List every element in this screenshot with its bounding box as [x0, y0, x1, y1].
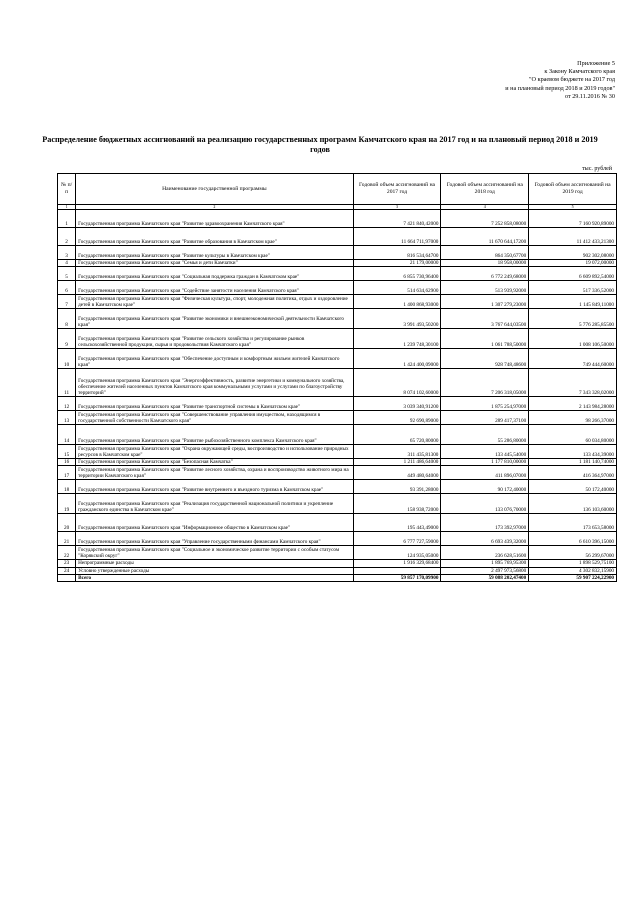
- value-2017: 124 935,05000: [353, 546, 441, 560]
- program-name: Государственная программа Камчатского края "Развитие рыбохозяйственного комплекса Камчатского края": [76, 425, 353, 445]
- table-row: [58, 425, 617, 445]
- program-name: Государственная программа Камчатского края "Развитие образования в Камчатском крае": [76, 228, 353, 246]
- value-2017: 3 991 493,50200: [353, 309, 441, 329]
- units-label: тыс. рублей: [582, 166, 612, 172]
- value-2019: 7 160 920,89000: [529, 210, 617, 228]
- row-number: 10: [58, 349, 76, 369]
- header-2017: Годовой объем ассигнований на 2017 год: [353, 174, 441, 205]
- row-number: 20: [58, 514, 76, 532]
- value-2018: 864 350,67700: [441, 246, 529, 260]
- value-2017: 1 424 400,09000: [353, 349, 441, 369]
- table-row: [58, 309, 617, 329]
- row-number: 2: [58, 228, 76, 246]
- value-2017: 514 634,62900: [353, 281, 441, 295]
- row-number: 24: [58, 567, 76, 574]
- column-index: 2: [76, 205, 353, 210]
- value-2018: 1 061 788,50000: [441, 329, 529, 349]
- value-2018: 1 875 254,97000: [441, 397, 529, 411]
- row-number: 21: [58, 532, 76, 546]
- table-row: [58, 329, 617, 349]
- value-2018: 928 748,48600: [441, 349, 529, 369]
- value-2017: 311 435,81300: [353, 445, 441, 459]
- value-2017: 6 777 727,59000: [353, 532, 441, 546]
- document-title: Распределение бюджетных ассигнований на реализацию государственных программ Камчатского края на 2017 год и на плановый период 2018 и 2019 годов: [42, 135, 598, 154]
- value-2018: 7 206 318,05000: [441, 369, 529, 397]
- value-2019: 60 034,80000: [529, 425, 617, 445]
- value-2017: 65 720,80000: [353, 425, 441, 445]
- header-2019: Годовой объем ассигнований на 2019 год: [529, 174, 617, 205]
- appendix-block: [415, 60, 615, 101]
- total-2017: 59 857 170,09900: [353, 574, 441, 581]
- program-name: Условно утвержденные расходы: [76, 567, 353, 574]
- row-number: 7: [58, 295, 76, 309]
- row-number: 15: [58, 445, 76, 459]
- value-2018: 1 307 279,23000: [441, 295, 529, 309]
- total-2018: 59 088 202,47400: [441, 574, 529, 581]
- appendix-line: Приложение 5: [577, 60, 615, 67]
- value-2017: 8 074 102,60000: [353, 369, 441, 397]
- column-index: 3: [353, 205, 441, 210]
- value-2017: 816 534,64700: [353, 246, 441, 260]
- row-number: 1: [58, 210, 76, 228]
- value-2019: 98 266,37000: [529, 411, 617, 425]
- program-name: Государственная программа Камчатского края "Социальная поддержка граждан в Камчатском крае": [76, 267, 353, 281]
- value-2019: 50 172,40000: [529, 480, 617, 494]
- column-index: 4: [441, 205, 529, 210]
- table-row: [58, 260, 617, 267]
- value-2018: 6 772 249,68000: [441, 267, 529, 281]
- value-2019: 749 444,60000: [529, 349, 617, 369]
- table-row: [58, 246, 617, 260]
- row-number: 17: [58, 466, 76, 480]
- program-name: Государственная программа Камчатского края "Информационное общество в Камчатском крае": [76, 514, 353, 532]
- value-2018: 3 767 644,03500: [441, 309, 529, 329]
- value-2018: 1 895 769,95300: [441, 560, 529, 567]
- program-name: Государственная программа Камчатского края "Развитие транспортной системы в Камчатском крае": [76, 397, 353, 411]
- program-name: Непрограммные расходы: [76, 560, 353, 567]
- row-number: 19: [58, 494, 76, 514]
- value-2017: 158 938,72000: [353, 494, 441, 514]
- value-2019: 6 610 396,15000: [529, 532, 617, 546]
- program-name: Государственная программа Камчатского края "Развитие здравоохранения Камчатского края": [76, 210, 353, 228]
- table-row: [58, 228, 617, 246]
- row-number: 13: [58, 411, 76, 425]
- total-num: [58, 574, 76, 581]
- table-row: [58, 560, 617, 567]
- value-2019: 4 302 832,15900: [529, 567, 617, 574]
- table-row: [58, 397, 617, 411]
- row-number: 8: [58, 309, 76, 329]
- value-2019: 1 181 140,74000: [529, 459, 617, 466]
- value-2018: 7 252 858,08000: [441, 210, 529, 228]
- value-2019: 416 364,97000: [529, 466, 617, 480]
- row-number: 18: [58, 480, 76, 494]
- value-2018: 1 177 810,00000: [441, 459, 529, 466]
- table-row: [58, 494, 617, 514]
- table-row: [58, 411, 617, 425]
- header-name: Наименование государственной программы: [76, 174, 353, 205]
- value-2017: 93 391,28000: [353, 480, 441, 494]
- program-name: Государственная программа Камчатского края "Развитие лесного хозяйства, охрана и воспроизводство животного мира на территории Камчатского края": [76, 466, 353, 480]
- table-row: [58, 369, 617, 397]
- appendix-line: и на плановый период 2018 и 2019 годов": [505, 84, 615, 92]
- value-2019: 517 336,52000: [529, 281, 617, 295]
- value-2019: 19 072,00000: [529, 260, 617, 267]
- total-row: [58, 574, 617, 581]
- value-2019: 902 302,08000: [529, 246, 617, 260]
- program-name: Государственная программа Камчатского края "Безопасная Камчатка": [76, 459, 353, 466]
- value-2017: 1 916 329,68400: [353, 560, 441, 567]
- table-row: [58, 459, 617, 466]
- row-number: 4: [58, 260, 76, 267]
- value-2019: 136 103,60000: [529, 494, 617, 514]
- value-2018: 173 392,97000: [441, 514, 529, 532]
- value-2019: 2 143 984,28000: [529, 397, 617, 411]
- program-name: Государственная программа Камчатского края "Семья и дети Камчатки": [76, 260, 353, 267]
- value-2017: 21 179,00000: [353, 260, 441, 267]
- program-name: Государственная программа Камчатского края "Физическая культура, спорт, молодежная политика, отдых и оздоровление детей в Камчатском крае": [76, 295, 353, 309]
- value-2017: 1 211 486,64000: [353, 459, 441, 466]
- value-2019: 56 299,67000: [529, 546, 617, 560]
- table-row: [58, 295, 617, 309]
- value-2019: 133 434,39000: [529, 445, 617, 459]
- table-row: [58, 267, 617, 281]
- header-2018: Годовой объем ассигнований на 2018 год: [441, 174, 529, 205]
- value-2019: 7 343 328,02000: [529, 369, 617, 397]
- value-2017: [353, 567, 441, 574]
- value-2018: 513 939,92000: [441, 281, 529, 295]
- appendix-line: от 29.11.2016 № 30: [564, 92, 615, 100]
- value-2017: 6 855 730,96400: [353, 267, 441, 281]
- table-row: [58, 349, 617, 369]
- row-number: 12: [58, 397, 76, 411]
- program-name: Государственная программа Камчатского края "Социальное и экономическое развитие территории с особым статусом "Корякский округ": [76, 546, 353, 560]
- value-2017: 195 443,49000: [353, 514, 441, 532]
- value-2018: 55 286,80000: [441, 425, 529, 445]
- value-2018: 289 417,37100: [441, 411, 529, 425]
- value-2017: 449 480,64000: [353, 466, 441, 480]
- value-2018: 6 693 439,32000: [441, 532, 529, 546]
- table-row: [58, 281, 617, 295]
- program-name: Государственная программа Камчатского края "Развитие сельского хозяйства и регулирование рынков сельскохозяйственной продукции, сырья и продовольствия Камчатского края": [76, 329, 353, 349]
- program-name: Государственная программа Камчатского края "Совершенствование управления имуществом, находящимся в государственной собственности Камчатского края": [76, 411, 353, 425]
- value-2017: 92 690,89000: [353, 411, 441, 425]
- row-number: 16: [58, 459, 76, 466]
- table-body: [58, 210, 617, 582]
- table-row: [58, 466, 617, 480]
- row-number: 22: [58, 546, 76, 560]
- table-row: [58, 445, 617, 459]
- row-number: 3: [58, 246, 76, 260]
- value-2017: 1 239 748,30100: [353, 329, 441, 349]
- table-row: [58, 210, 617, 228]
- row-number: 9: [58, 329, 76, 349]
- value-2017: 1 400 868,93000: [353, 295, 441, 309]
- value-2019: 6 609 892,54000: [529, 267, 617, 281]
- value-2018: 411 896,07000: [441, 466, 529, 480]
- row-number: 5: [58, 267, 76, 281]
- program-name: Государственная программа Камчатского края "Управление государственными финансами Камчатского края": [76, 532, 353, 546]
- program-name: Государственная программа Камчатского края "Развитие внутреннего и въездного туризма в Камчатском крае": [76, 480, 353, 494]
- column-index: 5: [529, 205, 617, 210]
- total-label: Всего: [76, 574, 353, 581]
- value-2018: 18 958,00000: [441, 260, 529, 267]
- budget-table: [57, 173, 617, 582]
- program-name: Государственная программа Камчатского края "Охрана окружающей среды, воспроизводство и использование природных ресурсов в Камчатском крае": [76, 445, 353, 459]
- row-number: 14: [58, 425, 76, 445]
- value-2018: 2 497 973,56800: [441, 567, 529, 574]
- value-2018: 236 628,51600: [441, 546, 529, 560]
- total-2019: 59 907 224,22900: [529, 574, 617, 581]
- table-row: [58, 514, 617, 532]
- table-row: [58, 532, 617, 546]
- value-2019: 1 898 529,75100: [529, 560, 617, 567]
- value-2017: 11 664 711,97000: [353, 228, 441, 246]
- column-index: 1: [58, 205, 76, 210]
- value-2017: 7 421 840,42000: [353, 210, 441, 228]
- appendix-line: к Закону Камчатского края: [544, 68, 615, 76]
- table-row: [58, 546, 617, 560]
- program-name: Государственная программа Камчатского края "Развитие экономики и внешнеэкономической деятельности Камчатского края": [76, 309, 353, 329]
- row-number: 23: [58, 560, 76, 567]
- appendix-line: "О краевом бюджете на 2017 год: [529, 76, 615, 84]
- header-num: № п/п: [58, 174, 76, 205]
- value-2018: 133 445,54000: [441, 445, 529, 459]
- value-2018: 11 670 644,17200: [441, 228, 529, 246]
- program-name: Государственная программа Камчатского края "Реализация государственной национальной политики и укрепление гражданского единства в Камчатском крае": [76, 494, 353, 514]
- row-number: 11: [58, 369, 76, 397]
- value-2018: 133 076,70000: [441, 494, 529, 514]
- table-header-row: [58, 174, 617, 205]
- table-row: [58, 567, 617, 574]
- value-2019: 5 776 285,85500: [529, 309, 617, 329]
- program-name: Государственная программа Камчатского края "Развитие культуры в Камчатском крае": [76, 246, 353, 260]
- program-name: Государственная программа Камчатского края "Содействие занятости населения Камчатского края": [76, 281, 353, 295]
- program-name: Государственная программа Камчатского края "Обеспечение доступным и комфортным жильем жителей Камчатского края": [76, 349, 353, 369]
- table-row: [58, 480, 617, 494]
- value-2019: 1 145 849,11000: [529, 295, 617, 309]
- value-2019: 173 653,58000: [529, 514, 617, 532]
- value-2019: 1 008 106,50000: [529, 329, 617, 349]
- value-2019: 11 412 433,21300: [529, 228, 617, 246]
- value-2017: 3 039 340,91200: [353, 397, 441, 411]
- program-name: Государственная программа Камчатского края "Энергоэффективность, развитие энергетики и коммунального хозяйства, обеспечение жителей населенных пунктов Камчатского края коммунальными услугами и услугами по благоустройству территорий": [76, 369, 353, 397]
- value-2018: 90 172,40000: [441, 480, 529, 494]
- row-number: 6: [58, 281, 76, 295]
